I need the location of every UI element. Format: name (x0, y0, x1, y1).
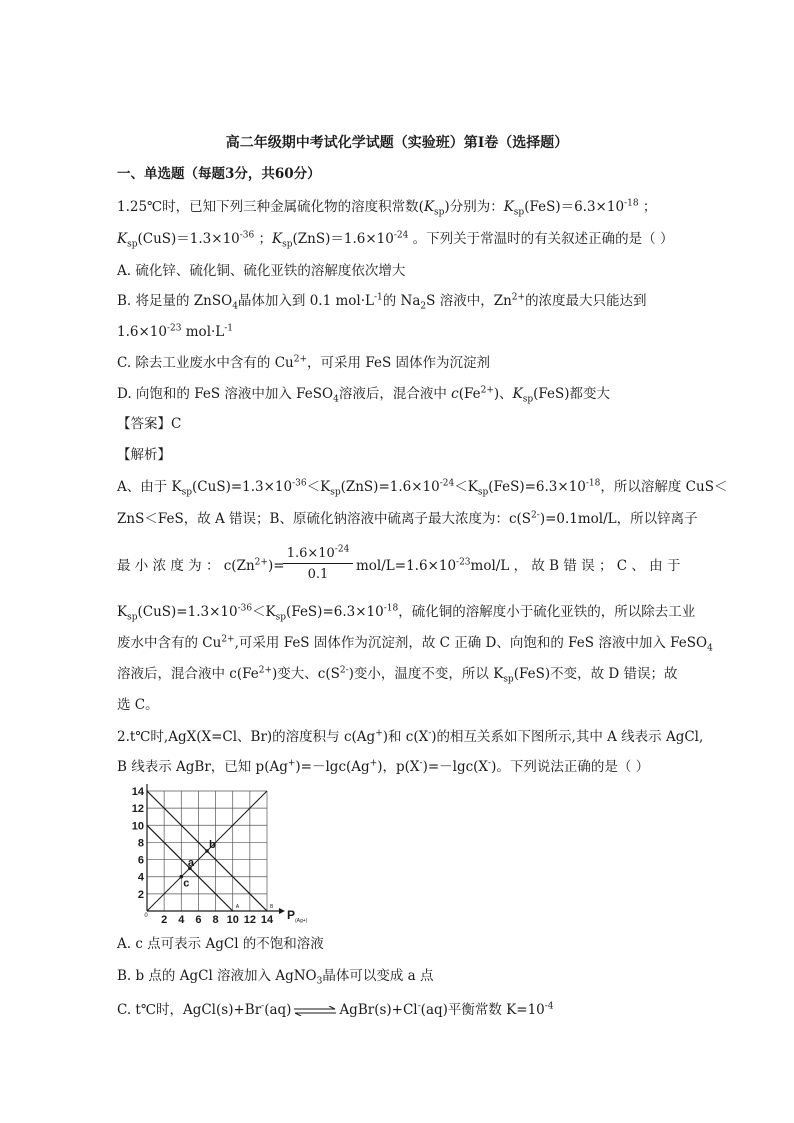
x-tick-label: 14 (260, 914, 274, 924)
section-heading: 一、单选题（每题3分，共60分） (117, 166, 321, 182)
fraction-denominator: 0.1 (307, 567, 329, 582)
q2-option-b: B. b 点的 AgCl 溶液加入 AgNO$_3$晶体可以变成 a 点 (117, 968, 434, 987)
q1-option-c: C. 除去工业废水中含有的 $Cu^{2+}$，可采用 FeS 固体作为沉淀剂 (117, 354, 490, 371)
x-tick-label: 12 (243, 914, 256, 924)
q1-line-2: $K_{sp}(CuS)=1.3\times 10^{-36}$ ；$K_{sp}(ZnS)=1.6\times 10^{-24}$ 。下列关于常温时的有关叙述正确的是（ ） (117, 230, 674, 250)
y-tick-label: 2 (137, 888, 144, 901)
analysis-line-1: A、由于 $K_{sp}(CuS)=1.3\times 10^{-36}<K_{sp}(ZnS)=1.6\times 10^{-24}<K_{sp}(FeS)=6.3\times 10^{-18}$，所以溶解度 CuS＜ (117, 478, 728, 498)
analysis-line-4: $K_{sp}(CuS)=1.3\times 10^{-36}<K_{sp}(FeS)=6.3\times 10^{-18}$，硫化铜的溶解度小于硫化亚铁的，所以除去工业 (117, 603, 696, 623)
analysis-line-7: 选 C。 (117, 697, 159, 713)
analysis-line-6: 溶液后，混合液中 $c(Fe^{2+})$变大、$c(S^{2-})$变小，温度不变，所以 $K_{sp}(FeS)$不变，故 D 错误；故 (117, 665, 678, 685)
y-tick-label: 4 (137, 871, 144, 884)
data-point-label-b: b (209, 839, 216, 851)
q1-answer: 【答案】C (117, 416, 182, 432)
y-tick-label: 8 (137, 837, 144, 850)
analysis-line-3: 最 小 浓 度 为 ： $c(Zn^{2+})=$ (117, 557, 285, 574)
q2-option-a: A. c 点可表示 AgCl 的不饱和溶液 (117, 936, 324, 952)
x-axis-label: P (287, 908, 296, 922)
equilibrium-arrow-icon (293, 1006, 337, 1016)
y-tick-label: 14 (131, 786, 144, 798)
x-tick-label: 6 (195, 914, 202, 924)
y-tick-label: 10 (131, 820, 144, 833)
analysis-line-5: 废水中含有的 $Cu^{2+}$,可采用 FeS 固体作为沉淀剂，故 C 正确 D、向饱和的 FeS 溶液中加入 FeSO$_4$ (117, 634, 713, 654)
y-tick-label: 6 (137, 854, 144, 867)
origin-label: 0 (144, 913, 148, 919)
fraction (283, 546, 353, 582)
q1-option-b-line-1: B. 将足量的 ZnSO$_4$晶体加入到 0.1 $mol\cdot L^{-1}$的 $Na_2S$ 溶液中，$Zn^{2+}$的浓度最大只能达到 (117, 292, 647, 312)
x-axis-label-sub: (Ag+) (295, 918, 308, 924)
x-tick-label: 10 (226, 914, 239, 924)
data-point-label-c: c (183, 877, 190, 890)
q1-analysis-label: 【解析】 (117, 447, 171, 463)
x-axis-arrow-icon (279, 908, 285, 914)
q2-line-2: B 线表示 AgBr，已知 p(Ag+)=－lgc(Ag+)，p(X-)=－lgc(X-)。下列说法正确的是（ ） (117, 758, 650, 775)
page-title: 高二年级期中考试化学试题（实验班）第Ⅰ卷（选择题） (225, 135, 569, 151)
y-tick-label: 12 (131, 803, 144, 816)
q1-option-d: D. 向饱和的 FeS 溶液中加入 FeSO$_4$溶液后，混合液中 $c(Fe^{2+})$、$K_{sp}(FeS)$都变大 (117, 385, 611, 405)
x-tick-label: 2 (161, 914, 168, 924)
solubility-graph (117, 784, 317, 924)
q1-line-1: 1.25℃时，已知下列三种金属硫化物的溶度积常数$(K_{sp})$分别为：$K_{sp}(FeS)=6.3\times 10^{-18}$ ； (117, 198, 657, 218)
x-tick-label: 4 (178, 914, 185, 924)
data-point-label-a: a (187, 857, 194, 870)
series-label-B: B (270, 904, 274, 910)
series-label-A: A (235, 904, 240, 910)
q1-option-b-line-2: $1.6\times 10^{-23}$ $mol\cdot L^{-1}$ (117, 323, 234, 340)
q1-option-a: A. 硫化锌、硫化铜、硫化亚铁的溶解度依次增大 (117, 263, 406, 279)
analysis-line-3-tail: mol/$L=1.6\times 10^{-23}mol/L$ ， 故 B 错 误 ； C 、 由 于 (356, 557, 681, 574)
q2-line-1: 2.t℃时,AgX(X=Cl、Br)的溶度积与 c(Ag+)和 c(X-)的相互关系如下图所示,其中 A 线表示 AgCl, (117, 728, 704, 745)
x-tick-label: 8 (212, 914, 219, 924)
analysis-line-2: ZnS＜FeS，故 A 错误；B、原硫化钠溶液中硫离子最大浓度为：$c(S^{2-})=0.1mol/L$，所以锌离子 (117, 510, 698, 527)
q2-option-c: C. t℃时，AgCl(s)+Br-(aq) AgBr(s)+Cl-(aq)平衡常数 $K=10^{-4}$ (117, 1001, 554, 1018)
fraction-numerator: $1.6\times 10^{-24}$ (283, 546, 353, 564)
